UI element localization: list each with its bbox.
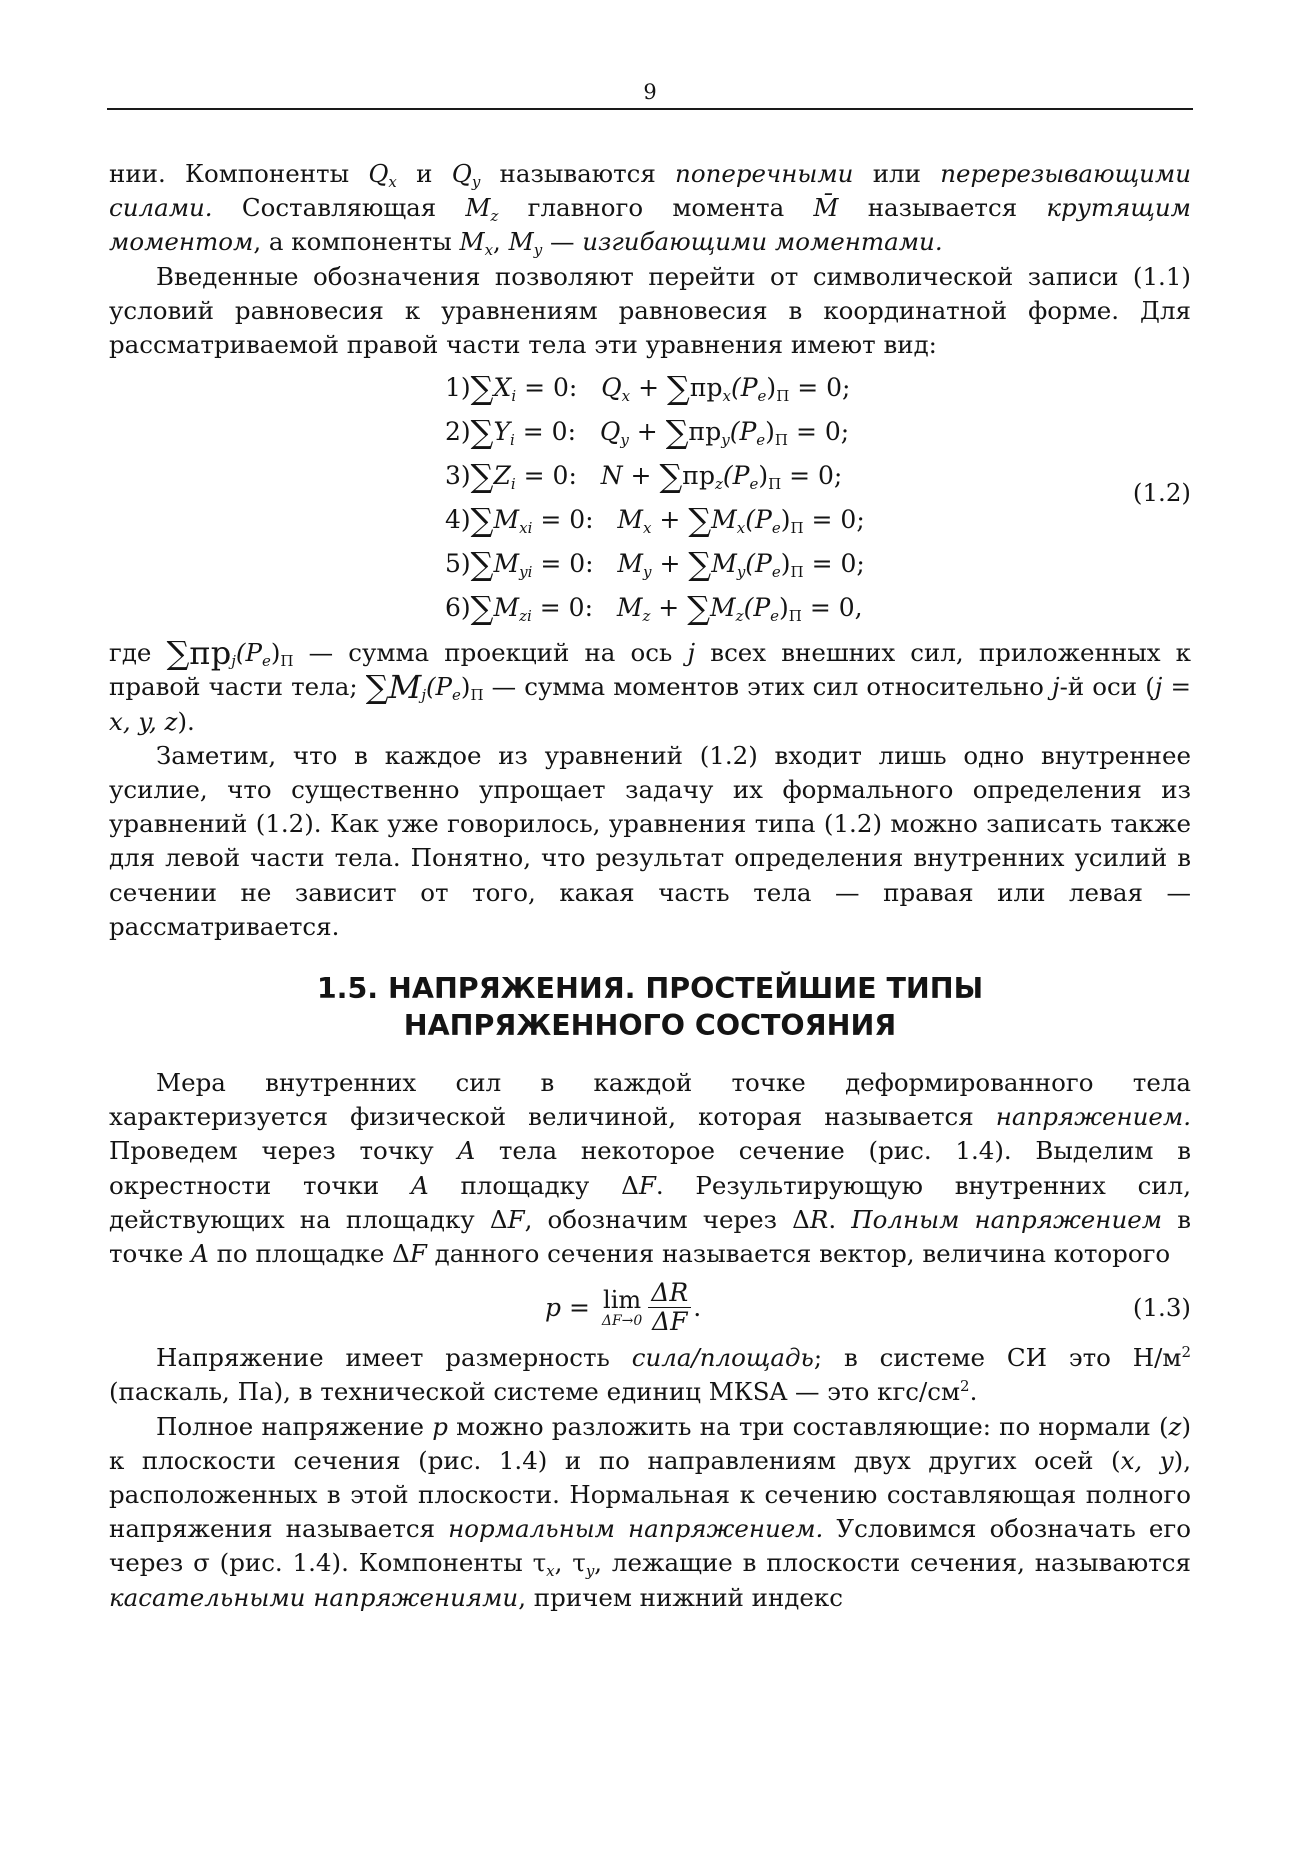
paragraph-1: нии. Компоненты $Q_x$ и $Q_y$ называются поперечными или перерезывающими силами. Составляющая $M_z$ главного момента M̄ называется крутящим моментом, а компоненты $M_x$, $M_y$ — изгибающими моментами.: [109, 159, 1191, 260]
header-rule: [107, 108, 1193, 110]
paragraph-2: Введенные обозначения позволяют перейти от символической записи (1.1) условий равновесия к уравнениям равновесия в координатной форме. Для рассматриваемой правой части тела эти уравнения имеют вид:: [109, 261, 1191, 360]
equation-lines: [445, 366, 865, 630]
equation-1-3: [109, 1275, 1191, 1337]
equation-line: $2)\sum Y_i = 0$: $Q_y + \sum пр_y(P_e)_П = 0$;: [445, 413, 850, 452]
section-heading-line-1: 1.5. НАПРЯЖЕНИЯ. ПРОСТЕЙШИЕ ТИПЫ: [316, 972, 984, 1006]
section-heading: [109, 970, 1191, 1044]
equation-1-3-body: p = lim ΔF→0 $\frac{\Delta R}{\Delta F}$ .: [545, 1278, 702, 1337]
page-content: [109, 157, 1191, 1615]
equation-number-1-2: (1.2): [1132, 478, 1191, 508]
equation-system-1-2: [109, 366, 1191, 630]
equation-line: $4)\sum M_{xi} = 0$: $M_x + \sum M_x(P_e)_П = 0$;: [445, 501, 865, 540]
paragraph-6: Напряжение имеет размерность сила/площадь; в системе СИ это $Н/м^2$ (паскаль, Па), в технической системе единиц МКSA — это кгс/$см^2$.: [109, 1343, 1191, 1407]
page-number: 9: [643, 80, 657, 104]
paragraph-5: Мера внутренних сил в каждой точке деформированного тела характеризуется физической величиной, которая называется напряжением. Проведем через точку A тела некоторое сечение (рис. 1.4). Выделим в окрестности точки A площадку ΔF. Результирующую внутренних сил, действующих на площадку ΔF, обозначим через ΔR. Полным напряжением в точке A по площадке ΔF данного сечения называется вектор, величина которого: [109, 1068, 1191, 1269]
section-heading-line-2: НАПРЯЖЕННОГО СОСТОЯНИЯ: [403, 1009, 897, 1043]
equation-line: $6)\sum M_{zi} = 0$: $M_z + \sum M_z(P_e)_П = 0$,: [445, 589, 863, 628]
paragraph-7: Полное напряжение p можно разложить на три составляющие: по нормали (z) к плоскости сечения (рис. 1.4) и по направлениям двух других осей (x, y), расположенных в этой плоскости. Нормальная к сечению составляющая полного напряжения называется нормальным напряжением. Условимся обозначать его через σ (рис. 1.4). Компоненты $\tau_x$, $\tau_y$, лежащие в плоскости сечения, называются касательными напряжениями, причем нижний индекс: [109, 1411, 1192, 1612]
equation-line: $1)\sum X_i = 0$: $Q_x + \sum пр_x(P_e)_П = 0$;: [445, 369, 851, 408]
equation-line: $3)\sum Z_i = 0$: $N + \sum пр_z(P_e)_П = 0$;: [445, 457, 843, 496]
paragraph-3: где $\sum пр_j(P_e)_П$ — сумма проекций на ось j всех внешних сил, приложенных к правой части тела; $\sum M_j(P_e)_П$ — сумма моментов этих сил относительно j-й оси (j = x, y, z).: [109, 634, 1191, 736]
paragraph-4: Заметим, что в каждое из уравнений (1.2) входит лишь одно внутреннее усилие, что существенно упрощает задачу их формального определения из уравнений (1.2). Как уже говорилось, уравнения типа (1.2) можно записать также для левой части тела. Понятно, что результат определения внутренних усилий в сечении не зависит от того, какая часть тела — правая или левая — рассматривается.: [109, 740, 1191, 941]
equation-number-1-3: (1.3): [1132, 1293, 1191, 1323]
equation-line: $5)\sum M_{yi} = 0$: $M_y + \sum M_y(P_e)_П = 0$;: [445, 545, 865, 584]
